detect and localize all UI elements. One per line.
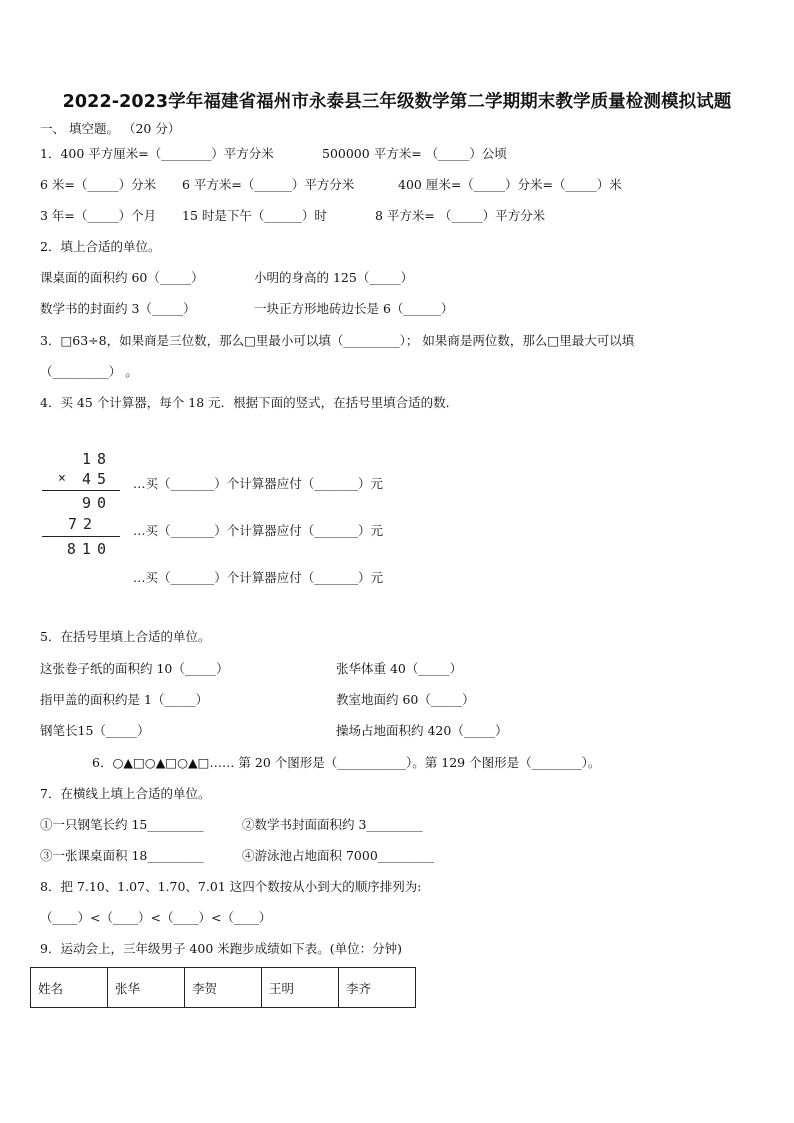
table-cell: 王明 <box>262 968 339 1008</box>
q1-line3-a: 3 年=（_____）个月 <box>40 208 157 223</box>
table-cell: 姓名 <box>31 968 108 1008</box>
q1-line3-c: 8 平方米= （_____）平方分米 <box>375 208 546 223</box>
q4-answer-c: …买（_______）个计算器应付（_______）元 <box>133 570 384 585</box>
q5-heading: 5．在括号里填上合适的单位。 <box>40 629 211 644</box>
q3-line1: 3．□63÷8，如果商是三位数，那么□里最小可以填（_________）； 如果商是两位数，那么□里最大可以填 <box>40 333 635 348</box>
calc-partial-2: 72 <box>67 515 98 533</box>
q5-item-d: 教室地面约 60（_____） <box>336 692 475 707</box>
q1-line1-a: 1．400 平方厘米=（________）平方分米 <box>40 146 274 161</box>
q2-heading: 2．填上合适的单位。 <box>40 239 161 254</box>
q2-item-d: 一块正方形地砖边长是 6（______） <box>254 301 454 316</box>
calc-rule-2 <box>42 536 120 537</box>
calc-rule-1 <box>42 490 120 491</box>
table-row <box>31 968 416 1008</box>
q8-order-line: （____）<（____）<（____）<（____） <box>40 910 272 925</box>
page-title: 2022-2023学年福建省福州市永泰县三年级数学第二学期期末教学质量检测模拟试题 <box>62 92 732 112</box>
q1-line2-b: 6 平方米=（______）平方分米 <box>182 177 355 192</box>
vertical-multiplication <box>40 450 120 560</box>
calc-product: 810 <box>66 540 112 558</box>
q5-item-c: 指甲盖的面积约是 1（_____） <box>40 692 209 707</box>
q7-item-b: ②数学书封面面积约 3_________ <box>242 817 423 832</box>
table-cell: 张华 <box>108 968 185 1008</box>
q7-item-d: ④游泳池占地面积 7000_________ <box>242 848 435 863</box>
q5-item-b: 张华体重 40（_____） <box>336 661 463 676</box>
q5-item-a: 这张卷子纸的面积约 10（_____） <box>40 661 229 676</box>
q4-answer-b: …买（_______）个计算器应付（_______）元 <box>133 523 384 538</box>
calc-partial-1: 90 <box>81 494 112 512</box>
q1-line3-b: 15 时是下午（______）时 <box>182 208 327 223</box>
q1-line2-c: 400 厘米=（_____）分米=（_____）米 <box>398 177 622 192</box>
q6-line: 6．○▲□○▲□○▲□…… 第 20 个图形是（___________）。第 129 个图形是（________）。 <box>92 755 601 770</box>
q5-item-f: 操场占地面积约 420（_____） <box>336 723 508 738</box>
q3-line2: （_________） 。 <box>40 364 138 379</box>
q2-item-b: 小明的身高的 125（_____） <box>254 270 414 285</box>
q5-item-e: 钢笔长15（_____） <box>40 723 150 738</box>
q2-item-a: 课桌面的面积约 60（_____） <box>40 270 204 285</box>
q2-item-c: 数学书的封面约 3（_____） <box>40 301 196 316</box>
q8-heading: 8．把 7.10、1.07、1.70、7.01 这四个数按从小到大的顺序排列为: <box>40 879 422 894</box>
multiply-sign: × <box>58 471 66 486</box>
calc-multiplier: 45 <box>81 470 112 488</box>
q9-heading: 9．运动会上，三年级男子 400 米跑步成绩如下表。(单位：分钟) <box>40 941 403 956</box>
q1-line2-a: 6 米=（_____）分米 <box>40 177 157 192</box>
table-cell: 李贺 <box>185 968 262 1008</box>
q4-heading: 4．买 45 个计算器，每个 18 元．根据下面的竖式，在括号里填合适的数． <box>40 395 459 410</box>
calc-multiplicand: 18 <box>81 450 112 468</box>
section-heading: 一、 填空题。 （20 分） <box>40 121 181 136</box>
q7-item-a: ①一只钢笔长约 15_________ <box>40 817 204 832</box>
table-cell: 李齐 <box>339 968 416 1008</box>
q1-line1-b: 500000 平方米= （_____）公顷 <box>322 146 507 161</box>
q7-heading: 7．在横线上填上合适的单位。 <box>40 786 211 801</box>
q7-item-c: ③一张课桌面积 18_________ <box>40 848 204 863</box>
q4-answer-a: …买（_______）个计算器应付（_______）元 <box>133 476 384 491</box>
results-table <box>30 967 416 1008</box>
